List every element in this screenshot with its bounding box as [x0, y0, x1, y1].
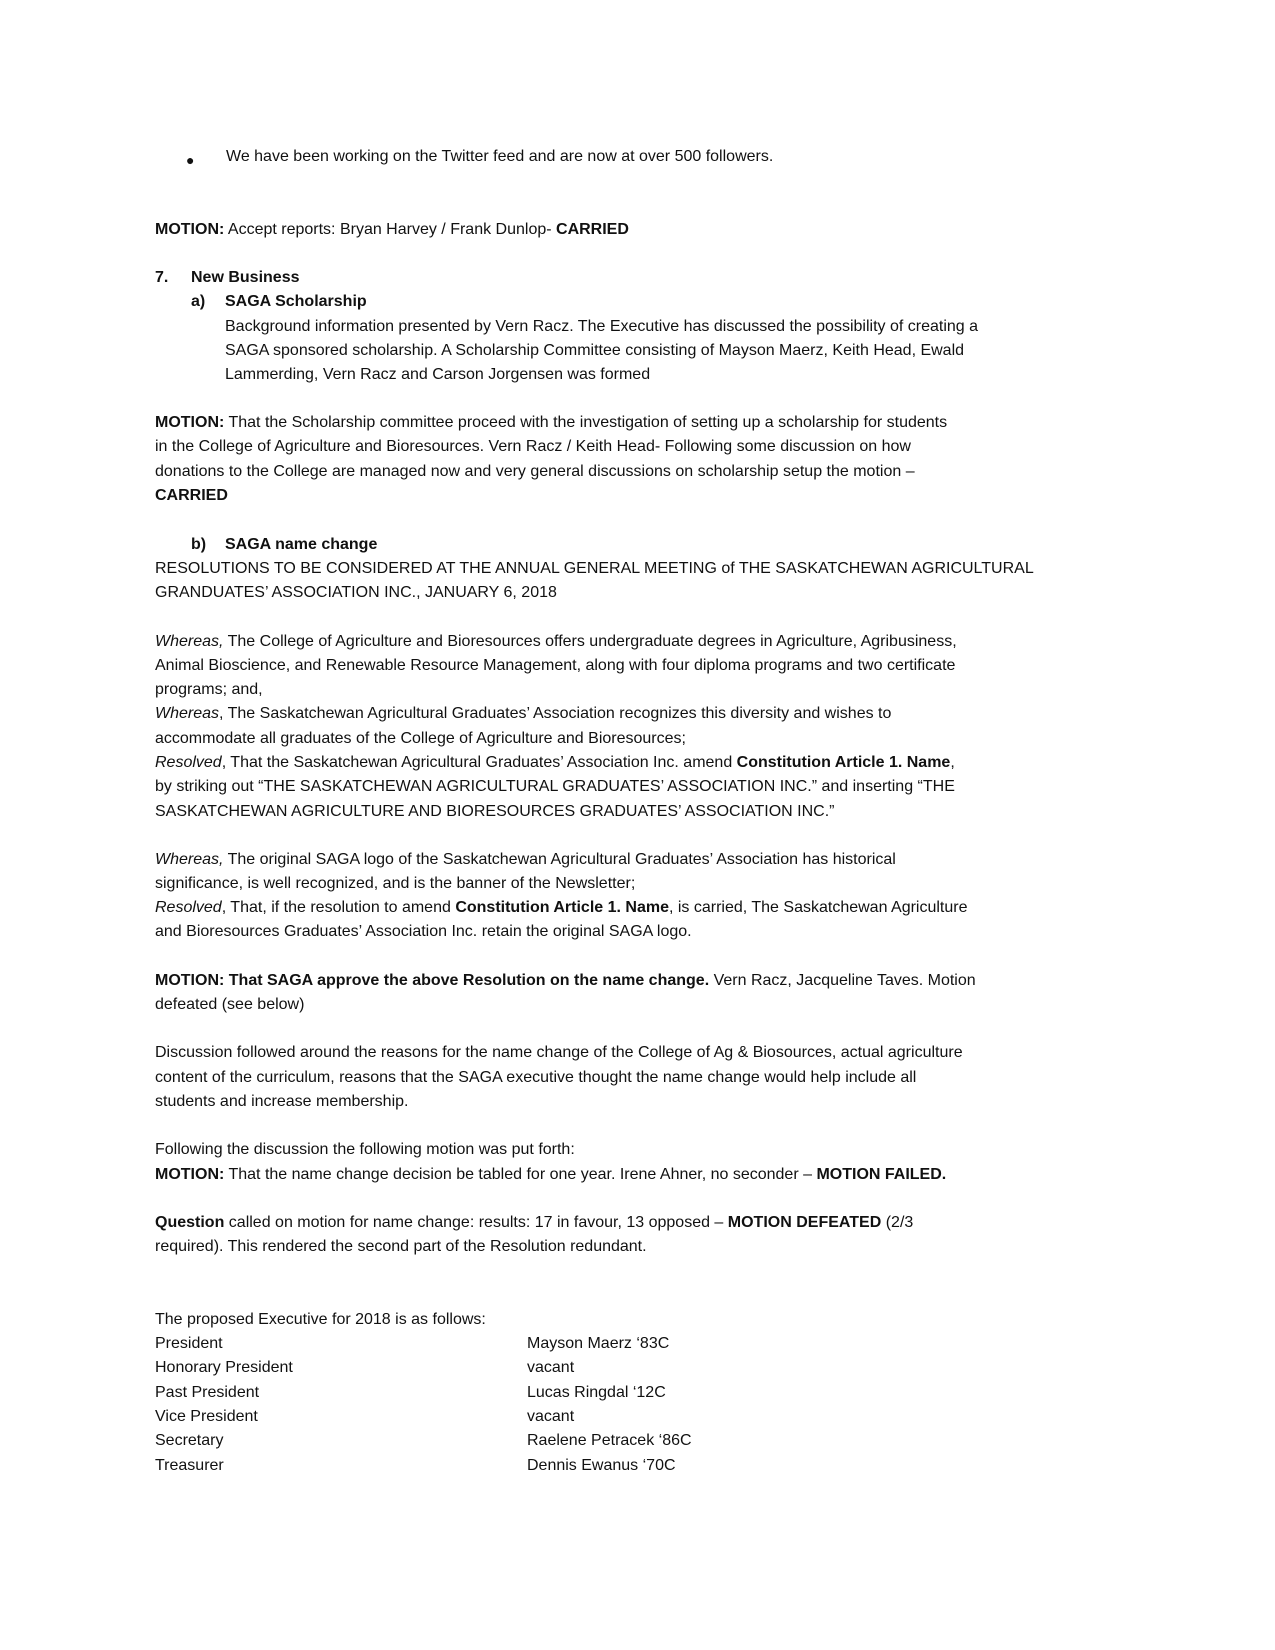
resolved-2-line-2: and Bioresources Graduates’ Association Inc. retain the original SAGA logo.: [155, 923, 692, 940]
motion-bold-text: MOTION: That SAGA approve the above Resolution on the name change.: [155, 972, 710, 989]
executive-row: [155, 1332, 715, 1356]
subsection-b-title: SAGA name change: [225, 536, 378, 553]
executive-row: [155, 1381, 715, 1405]
whereas-text: , The Saskatchewan Agricultural Graduates’ Association recognizes this diversity and wishes to: [219, 705, 892, 722]
motion-text: That the Scholarship committee proceed with the investigation of setting up a scholarship for students: [224, 414, 948, 431]
section-number: 7.: [155, 269, 169, 286]
executive-role: Secretary: [155, 1432, 224, 1450]
whereas-3-line-2: significance, is well recognized, and is the banner of the Newsletter;: [155, 875, 636, 892]
resolved-text-post: , is carried, The Saskatchewan Agriculture: [668, 899, 968, 916]
resolved-2-line-1: [155, 896, 968, 921]
executive-name: Mayson Maerz ‘83C: [527, 1335, 670, 1352]
whereas-1-line-3: programs; and,: [155, 681, 263, 698]
executive-role: President: [155, 1335, 223, 1352]
motion-label: MOTION:: [155, 221, 225, 238]
discussion-line-2: content of the curriculum, reasons that the SAGA executive thought the name change would help include all: [155, 1069, 917, 1086]
executive-name: Raelene Petracek ‘86C: [527, 1432, 692, 1450]
executive-row: [155, 1454, 715, 1478]
question-result: MOTION DEFEATED: [727, 1214, 882, 1231]
question-text: called on motion for name change: results: 17 in favour, 13 opposed –: [224, 1214, 728, 1231]
executive-role: Vice President: [155, 1407, 258, 1425]
bullet-icon: ●: [186, 152, 195, 168]
executive-row: [155, 1429, 715, 1453]
resolved-text-post: ,: [950, 754, 955, 771]
discussion-line-1: Discussion followed around the reasons for the name change of the College of Ag & Biosources, actual agriculture: [155, 1044, 963, 1061]
motion-name-change-line-1: [155, 969, 976, 994]
motion-result: MOTION FAILED.: [816, 1166, 947, 1183]
motion-table-line: [155, 1163, 946, 1188]
subsection-b-letter: b): [191, 536, 207, 553]
resolved-label: Resolved: [155, 754, 222, 771]
motion-text: Vern Racz, Jacqueline Taves. Motion: [709, 972, 976, 989]
discussion-line-3: students and increase membership.: [155, 1093, 409, 1110]
bullet-text: We have been working on the Twitter feed and are now at over 500 followers.: [226, 148, 774, 165]
question-label: Question: [155, 1214, 225, 1231]
motion-result: CARRIED: [556, 221, 629, 238]
executive-row: [155, 1356, 715, 1380]
resolved-text: , That, if the resolution to amend: [221, 899, 456, 916]
motion-text: Accept reports: Bryan Harvey / Frank Dunlop-: [224, 221, 557, 238]
motion-reports: [155, 218, 629, 243]
resolutions-heading-line-1: RESOLUTIONS TO BE CONSIDERED AT THE ANNUAL GENERAL MEETING of THE SASKATCHEWAN AGRICULTURAL: [155, 560, 1034, 577]
resolved-1-line-1: [155, 751, 955, 776]
executive-role: Treasurer: [155, 1456, 224, 1474]
whereas-label: Whereas,: [155, 633, 224, 650]
resolved-text: , That the Saskatchewan Agricultural Graduates’ Association Inc. amend: [221, 754, 737, 771]
question-text-post: (2/3: [881, 1214, 914, 1231]
executive-role: Past President: [155, 1383, 260, 1401]
motion-scholarship-line-3: donations to the College are managed now and very general discussions on scholarship setup the motion –: [155, 463, 915, 480]
executive-role: Honorary President: [155, 1359, 293, 1377]
scholarship-line-3: Lammerding, Vern Racz and Carson Jorgensen was formed: [225, 366, 651, 383]
executive-row: [155, 1405, 715, 1429]
motion-scholarship-line-2: in the College of Agriculture and Bioresources. Vern Racz / Keith Head- Following some discussion on how: [155, 438, 911, 455]
motion-scholarship-line-1: [155, 411, 947, 436]
whereas-text: The original SAGA logo of the Saskatchewan Agricultural Graduates’ Association has historical: [223, 851, 896, 868]
whereas-2-line-2: accommodate all graduates of the College of Agriculture and Bioresources;: [155, 730, 686, 747]
scholarship-line-1: Background information presented by Vern Racz. The Executive has discussed the possibility of creating a: [225, 318, 979, 335]
resolved-1-line-3: SASKATCHEWAN AGRICULTURE AND BIORESOURCES GRADUATES’ ASSOCIATION INC.”: [155, 803, 835, 820]
executive-name: Dennis Ewanus ‘70C: [527, 1456, 676, 1474]
section-title: New Business: [191, 269, 300, 286]
following-line-1: Following the discussion the following motion was put forth:: [155, 1141, 575, 1158]
whereas-text: The College of Agriculture and Bioresources offers undergraduate degrees in Agriculture, Agribusiness,: [223, 633, 957, 650]
executive-name: vacant: [527, 1359, 575, 1377]
whereas-label: Whereas: [155, 705, 220, 722]
whereas-1-line-1: [155, 630, 957, 655]
executive-name: Lucas Ringdal ‘12C: [527, 1383, 666, 1401]
executive-intro: The proposed Executive for 2018 is as follows:: [155, 1311, 486, 1328]
resolved-label: Resolved: [155, 899, 222, 916]
motion-label: MOTION:: [155, 1166, 225, 1183]
resolved-1-line-2: by striking out “THE SASKATCHEWAN AGRICULTURAL GRADUATES’ ASSOCIATION INC.” and inserting “THE: [155, 778, 955, 795]
whereas-1-line-2: Animal Bioscience, and Renewable Resource Management, along with four diploma programs and two certificate: [155, 657, 956, 674]
whereas-2-line-1: [155, 702, 891, 727]
subsection-a-letter: a): [191, 293, 206, 310]
motion-scholarship-result: CARRIED: [155, 487, 228, 504]
constitution-reference: Constitution Article 1. Name: [455, 899, 669, 916]
motion-text: That the name change decision be tabled for one year. Irene Ahner, no seconder –: [224, 1166, 817, 1183]
question-line-1: [155, 1211, 913, 1236]
executive-name: vacant: [527, 1407, 575, 1425]
motion-name-change-line-2: defeated (see below): [155, 996, 305, 1013]
resolutions-heading-line-2: GRANDUATES’ ASSOCIATION INC., JANUARY 6, 2018: [155, 584, 557, 601]
question-line-2: required). This rendered the second part of the Resolution redundant.: [155, 1238, 647, 1255]
whereas-label: Whereas,: [155, 851, 224, 868]
scholarship-line-2: SAGA sponsored scholarship. A Scholarship Committee consisting of Mayson Maerz, Keith Head, Ewald: [225, 342, 965, 359]
whereas-3-line-1: [155, 848, 896, 873]
motion-label: MOTION:: [155, 414, 225, 431]
constitution-reference: Constitution Article 1. Name: [736, 754, 951, 771]
subsection-a-title: SAGA Scholarship: [225, 293, 367, 310]
